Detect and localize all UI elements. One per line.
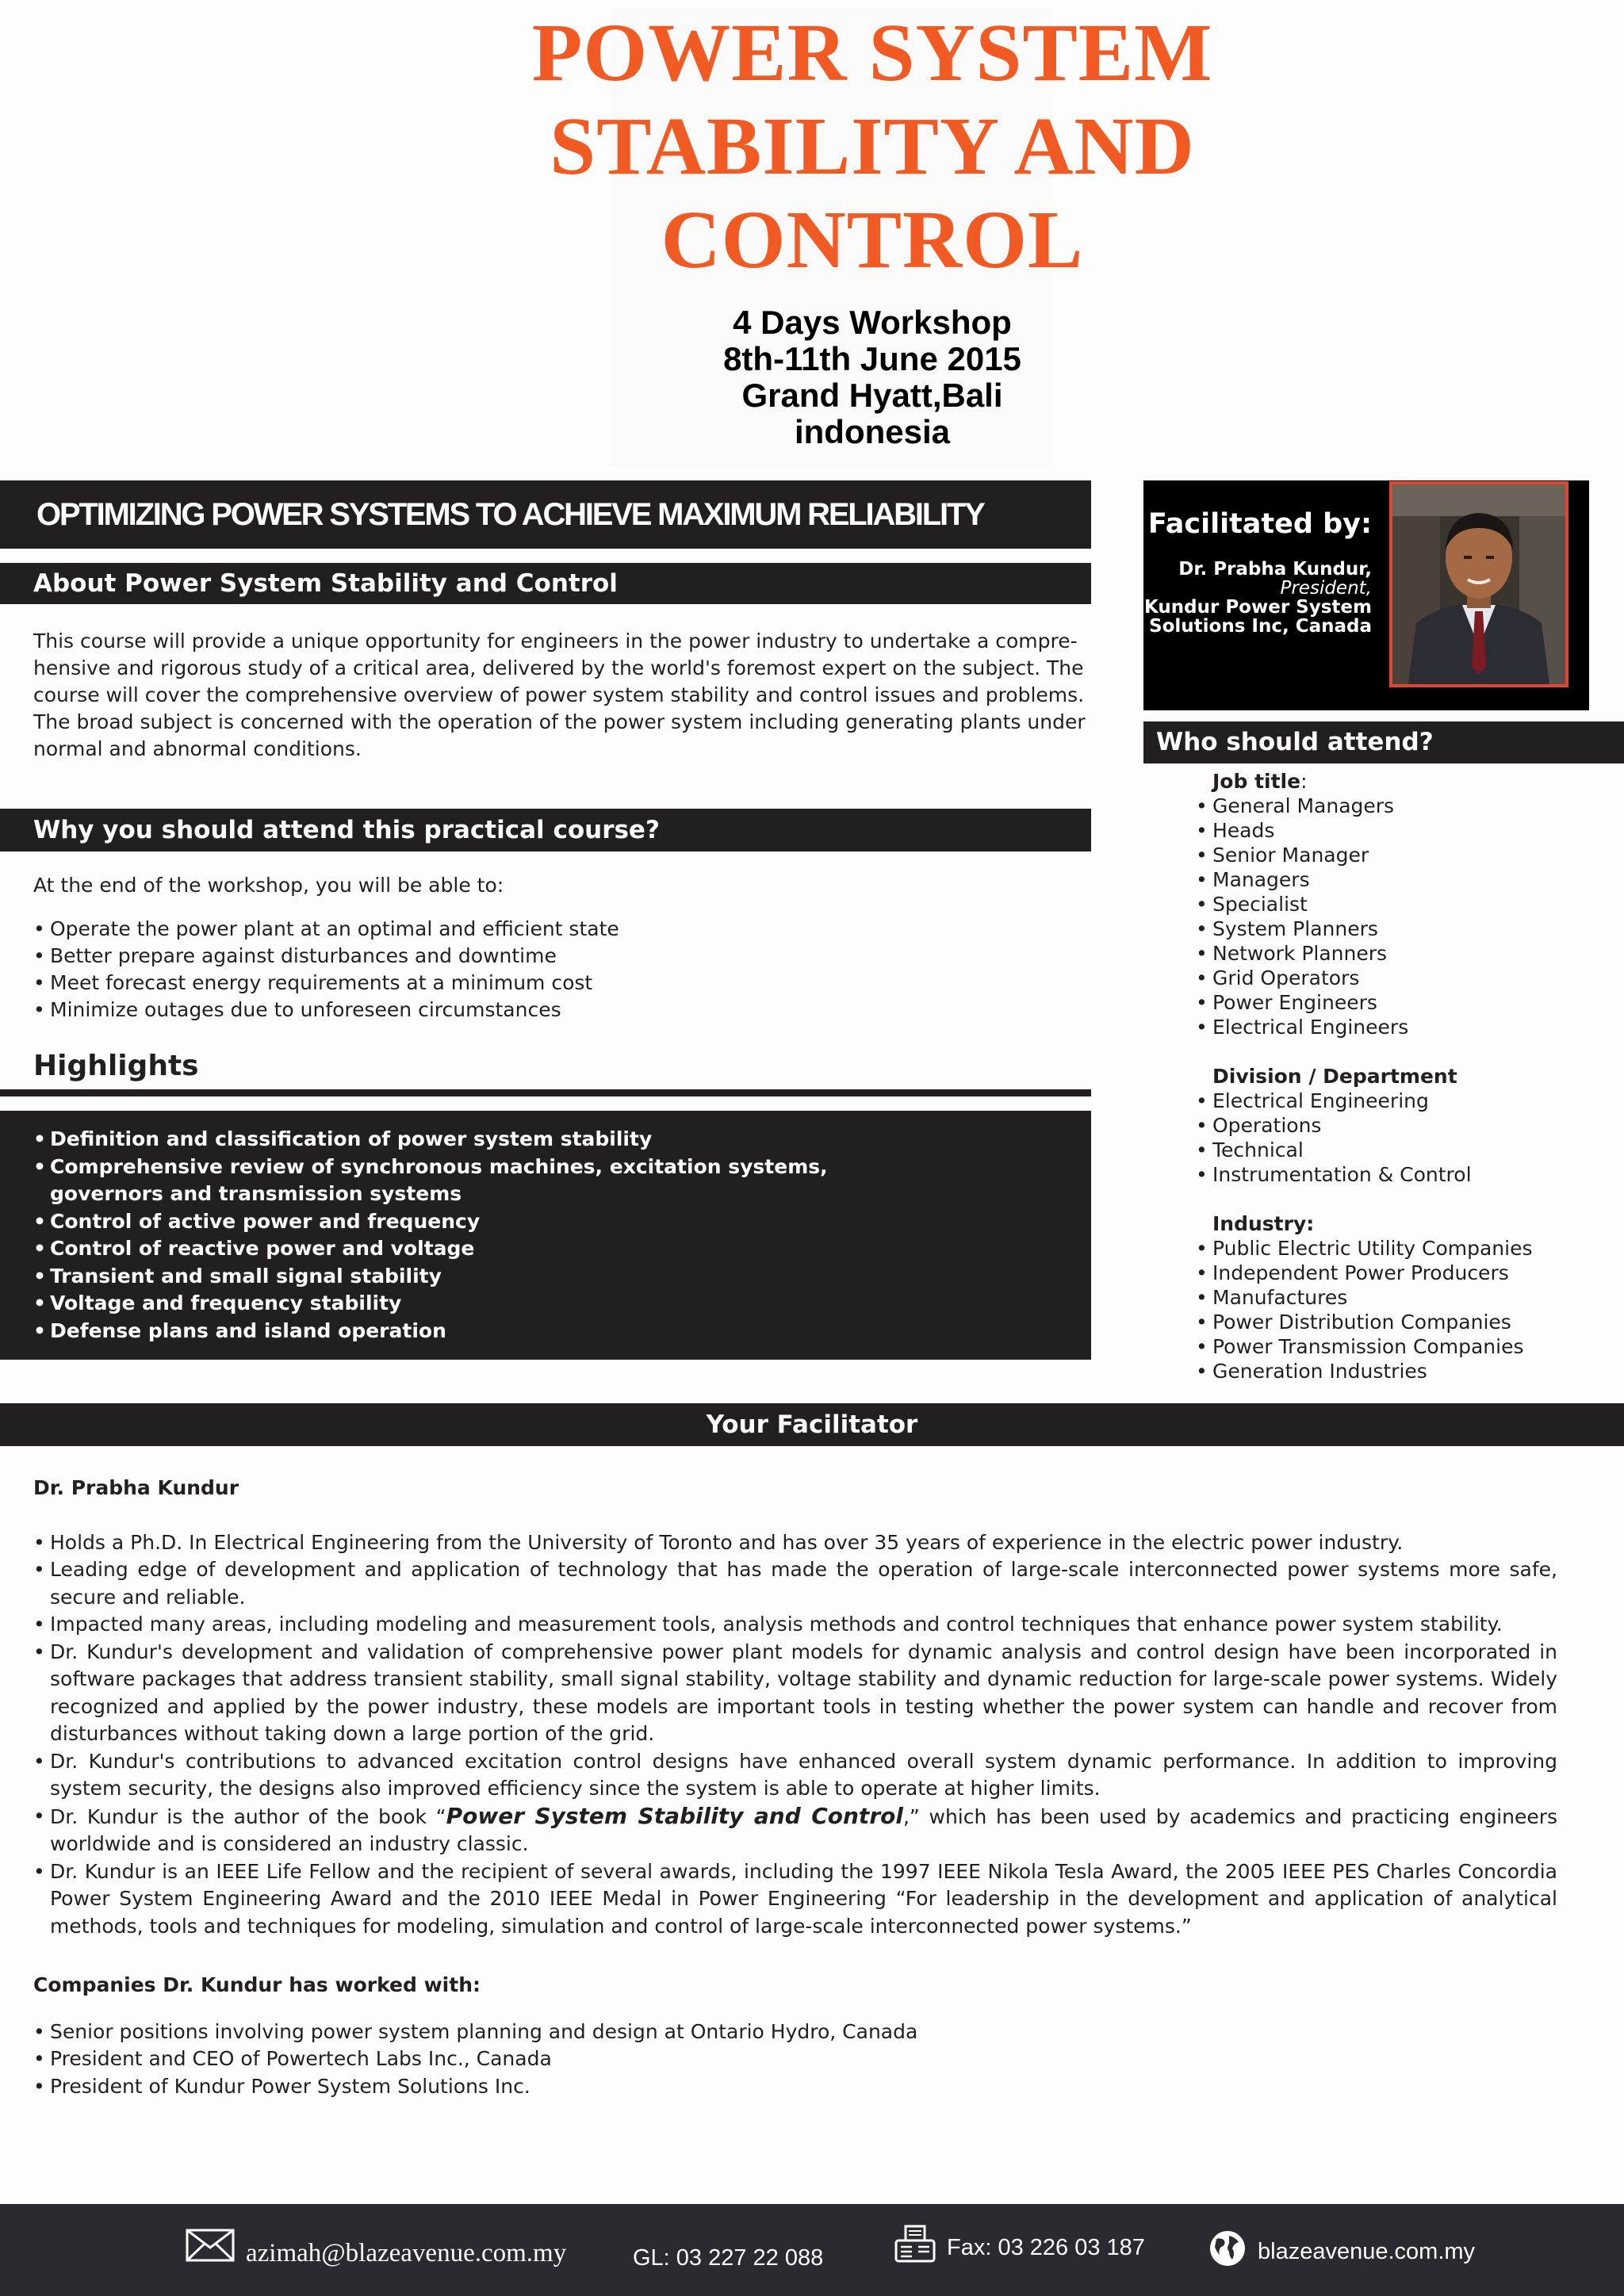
email-contact[interactable] [186,2228,566,2268]
email-address[interactable]: azimah@blazeavenue.com.my [246,2239,567,2267]
list-item: • Public Electric Utility Companies [1196,1236,1533,1261]
event-country: indonesia [794,413,951,450]
job-title-heading [1196,769,1533,794]
why-benefits-list [33,916,1088,1024]
list-item-book [33,1803,1557,1858]
facilitator-org-line: Kundur Power System [1143,597,1372,618]
companies-list [33,2019,1557,2101]
list-item: • Operate the power plant at an optimal and efficient state [33,916,1088,943]
about-heading: About Power System Stability and Control [0,563,1091,604]
list-item: • Grid Operators [1196,966,1533,990]
list-item: • Network Planners [1196,941,1533,966]
globe-icon [1208,2229,1247,2274]
fax-machine-icon [894,2225,936,2271]
list-item: • Technical [1196,1138,1533,1162]
list-item: • Leading edge of development and application of technology that has made the operation of large-scale interconnected power systems more safe, secure and reliable. [33,1556,1557,1611]
list-item: • Generation Industries [1196,1359,1533,1383]
list-item: • President and CEO of Powertech Labs Inc., Canada [33,2045,1557,2073]
division-list [1196,1089,1533,1187]
event-dates: 8th-11th June 2015 [723,340,1021,377]
facilitator-card [1143,480,1589,710]
why-heading: Why you should attend this practical course? [0,809,1091,851]
about-line: course will cover the comprehensive overview of power system stability and control issues and problems. [33,683,1085,706]
list-item: • Instrumentation & Control [1196,1162,1533,1187]
industry-list [1196,1236,1533,1383]
list-item: • Dr. Kundur's contributions to advanced excitation control designs have enhanced overall system dynamic performance. In addition to improving system security, the designs also improved efficiency since the system is able to operate at higher limits. [33,1748,1557,1803]
facilitator-role: President, [1280,578,1372,599]
highlights-box [0,1111,1091,1360]
about-line: hensive and rigorous study of a critical area, delivered by the world's foremost expert on the subject. The [33,656,1084,679]
list-item: • Managers [1196,867,1533,892]
list-item: • Transient and small signal stability [33,1263,929,1291]
book-title: Power System Stability and Control [446,1802,903,1829]
envelope-icon [186,2229,235,2268]
list-item: • Senior positions involving power system planning and design at Ontario Hydro, Canada [33,2019,1557,2046]
event-venue: Grand Hyatt,Bali [741,377,1003,414]
contact-footer [0,2204,1624,2296]
highlights-heading: Highlights [33,1050,199,1082]
job-title-list [1196,794,1533,1039]
why-intro: At the end of the workshop, you will be able to: [33,874,504,897]
list-item: • President of Kundur Power System Solutions Inc. [33,2073,1557,2101]
facilitator-photo [1389,481,1568,687]
facilitator-bio-list [33,1529,1557,1941]
your-facilitator-heading: Your Facilitator [0,1403,1624,1446]
website-contact[interactable] [1208,2229,1475,2274]
list-item: • Power Engineers [1196,990,1533,1015]
list-item: • Voltage and frequency stability [33,1290,929,1318]
who-should-attend [1196,769,1533,1383]
list-item: • Defense plans and island operation [33,1318,929,1345]
book-text-pre: Dr. Kundur is the author of the book “ [50,1804,446,1828]
list-item: • Comprehensive review of synchronous machines, excitation systems, governors and transmission systems [33,1154,929,1208]
website-url[interactable]: blazeavenue.com.my [1258,2238,1476,2264]
facilitated-by-label: Facilitated by: [1147,508,1372,540]
list-item: • Specialist [1196,892,1533,916]
highlights-divider [0,1089,1091,1096]
facilitator-credit [1144,560,1372,636]
phone-number: GL: 03 227 22 088 [633,2245,824,2271]
facilitator-name: Dr. Prabha Kundur [33,1476,239,1499]
list-item: • Meet forecast energy requirements at a minimum cost [33,970,1088,997]
slogan-banner: OPTIMIZING POWER SYSTEMS TO ACHIEVE MAXIMUM RELIABILITY [0,480,1091,549]
list-item: • Dr. Kundur's development and validation of comprehensive power plant models for dynamic analysis and control design have been incorporated in software packages that address transient stability, small signal stability, voltage stability and dynamic reduction for large-scale power systems. Widely recognized and applied by the power industry, these models are important tools in testing whether the power system can handle and recover from disturbances without taking down a large portion of the grid. [33,1639,1557,1748]
list-item: • Power Distribution Companies [1196,1310,1533,1334]
main-title [476,6,1269,287]
event-details [634,304,1110,450]
title-line: CONTROL [661,194,1084,285]
fax-number: Fax: 03 226 03 187 [947,2234,1145,2260]
list-item: • Heads [1196,818,1533,843]
list-item: • Impacted many areas, including modeling and measurement tools, analysis methods and control techniques that enhance power system stability. [33,1611,1557,1639]
list-item: • Electrical Engineers [1196,1015,1533,1039]
division-heading: Division / Department [1212,1065,1457,1088]
list-item: • Electrical Engineering [1196,1089,1533,1113]
who-heading: Who should attend? [1143,721,1624,763]
list-item: • Operations [1196,1113,1533,1138]
list-item: • Control of reactive power and voltage [33,1235,929,1263]
list-item: • Independent Power Producers [1196,1261,1533,1285]
about-line: normal and abnormal conditions. [33,737,362,760]
industry-heading: Industry: [1212,1212,1315,1235]
list-item: • Manufactures [1196,1285,1533,1310]
fax-contact [894,2225,1145,2271]
highlights-list [33,1126,929,1345]
about-line: This course will provide a unique opportunity for engineers in the power industry to undertake a compre- [33,629,1078,652]
list-item: • Minimize outages due to unforeseen circumstances [33,997,1088,1024]
job-title-colon: : [1300,770,1308,793]
about-text [33,628,1088,763]
list-item: • Dr. Kundur is an IEEE Life Fellow and the recipient of several awards, including the 1997 IEEE Nikola Tesla Award, the 2005 IEEE PES Charles Concordia Power System Engineering Award and the 2010 IEEE Medal in Power Engineering “For leadership in the development and application of analytical methods, tools and techniques for modeling, simulation and control of large-scale interconnected power systems.” [33,1858,1557,1941]
facilitator-org-line: Solutions Inc, Canada [1149,616,1372,637]
list-item: • Definition and classification of power system stability [33,1126,929,1154]
list-item: • System Planners [1196,916,1533,941]
facilitator-name: Dr. Prabha Kundur, [1178,559,1372,580]
book-text-post: ,” which has been used by academics and practicing engineers worldwide and is considered an industry classic. [50,1804,1558,1855]
list-item: • Power Transmission Companies [1196,1334,1533,1359]
event-format: 4 Days Workshop [733,304,1012,341]
list-item: • Control of active power and frequency [33,1208,929,1236]
phone-contact [633,2245,823,2271]
title-line: STABILITY AND [550,101,1195,192]
list-item: • General Managers [1196,794,1533,818]
about-line: The broad subject is concerned with the operation of the power system including generating plants under [33,710,1086,733]
list-item: • Holds a Ph.D. In Electrical Engineering from the University of Toronto and has over 35 years of experience in the electric power industry. [33,1529,1557,1557]
title-line: POWER SYSTEM [531,7,1213,98]
list-item: • Better prepare against disturbances and downtime [33,943,1088,970]
facilitator-details [33,1475,1557,2100]
list-item: • Senior Manager [1196,843,1533,867]
job-title-label: Job title [1212,770,1301,793]
companies-heading: Companies Dr. Kundur has worked with: [33,1973,481,1996]
